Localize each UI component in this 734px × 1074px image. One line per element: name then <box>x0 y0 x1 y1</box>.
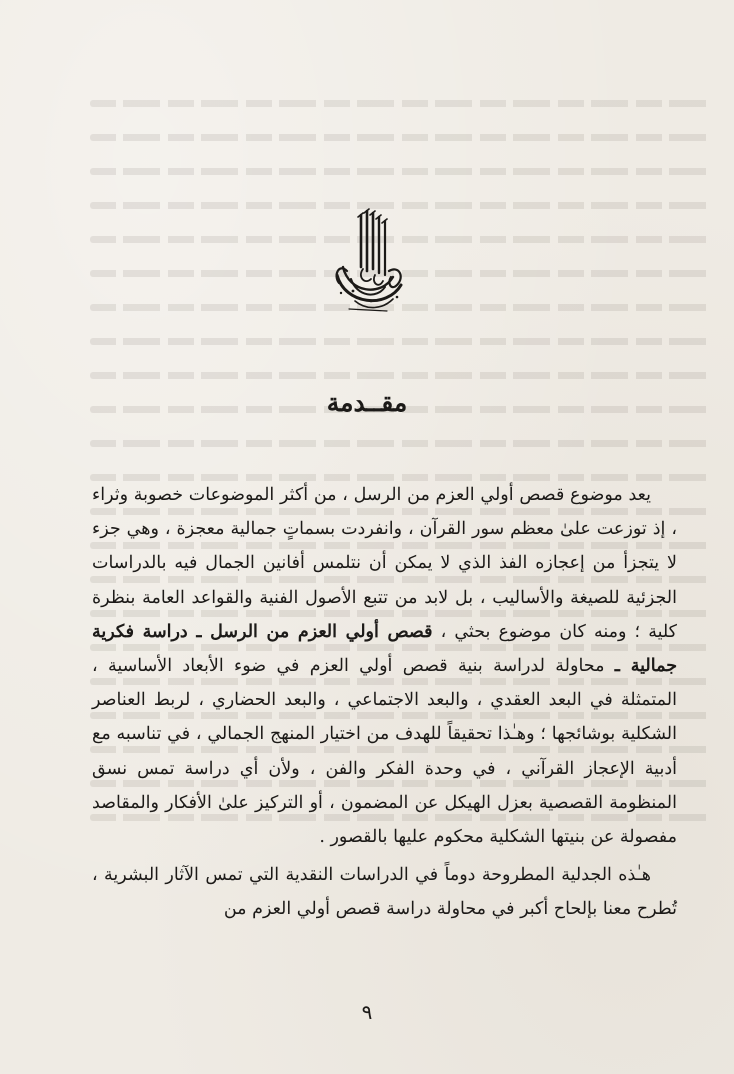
page-heading: مقــدمة <box>326 388 408 417</box>
body-text <box>92 478 677 927</box>
paragraph-1 <box>92 478 677 854</box>
paragraph-1-part-1: يعد موضوع قصص أولي العزم من الرسل ، من أكثر الموضوعات خصوبة وثراء ، إذ توزعت علىٰ معظم سور القرآن ، وانفردت بسماتٍ جمالية معجزة ، وهي جزء لا يتجزأ من إعجازه الفذ الذي لا يمكن أن نتلمس أفانين الجمال فيه بالدراسات الجزئية للصيغة والأساليب ، بل لابد من تتبع الأصول الفنية والقواعد العامة بنظرة كلية ؛ ومنه كان موضوع بحثي ، <box>92 485 678 642</box>
basmala-calligraphy-icon <box>327 205 413 320</box>
paragraph-1-part-2: محاولة لدراسة بنية قصص أولي العزم في ضوء الأبعاد الأساسية ، المتمثلة في البعد العقدي ، والبعد الاجتماعي ، والبعد الحضاري ، لربط العناصر الشكلية بوشائجها ؛ وهـٰذا تحقيقاً للهدف من اختيار المنهج الجمالي ، في تناسبه مع أدبية الإعجاز القرآني ، في وحدة الفكر والفن ، ولأن أي دراسة تمس نسق المنظومة القصصية بعزل الهيكل عن المضمون ، أو التركيز علىٰ الأفكار والمقاصد مفصولة عن بنيتها الشكلية محكوم عليها بالقصور . <box>92 656 677 848</box>
research-title: قصص أولي العزم من الرسل ـ دراسة فكرية جمالية ـ <box>92 621 678 677</box>
page-number: ٩ <box>361 1000 373 1024</box>
paragraph-2: هـٰذه الجدلية المطروحة دوماً في الدراسات النقدية التي تمس الآثار البشرية ، تُطرح معنا بإلحاح أكبر في محاولة دراسة قصص أولي العزم من <box>92 865 677 920</box>
